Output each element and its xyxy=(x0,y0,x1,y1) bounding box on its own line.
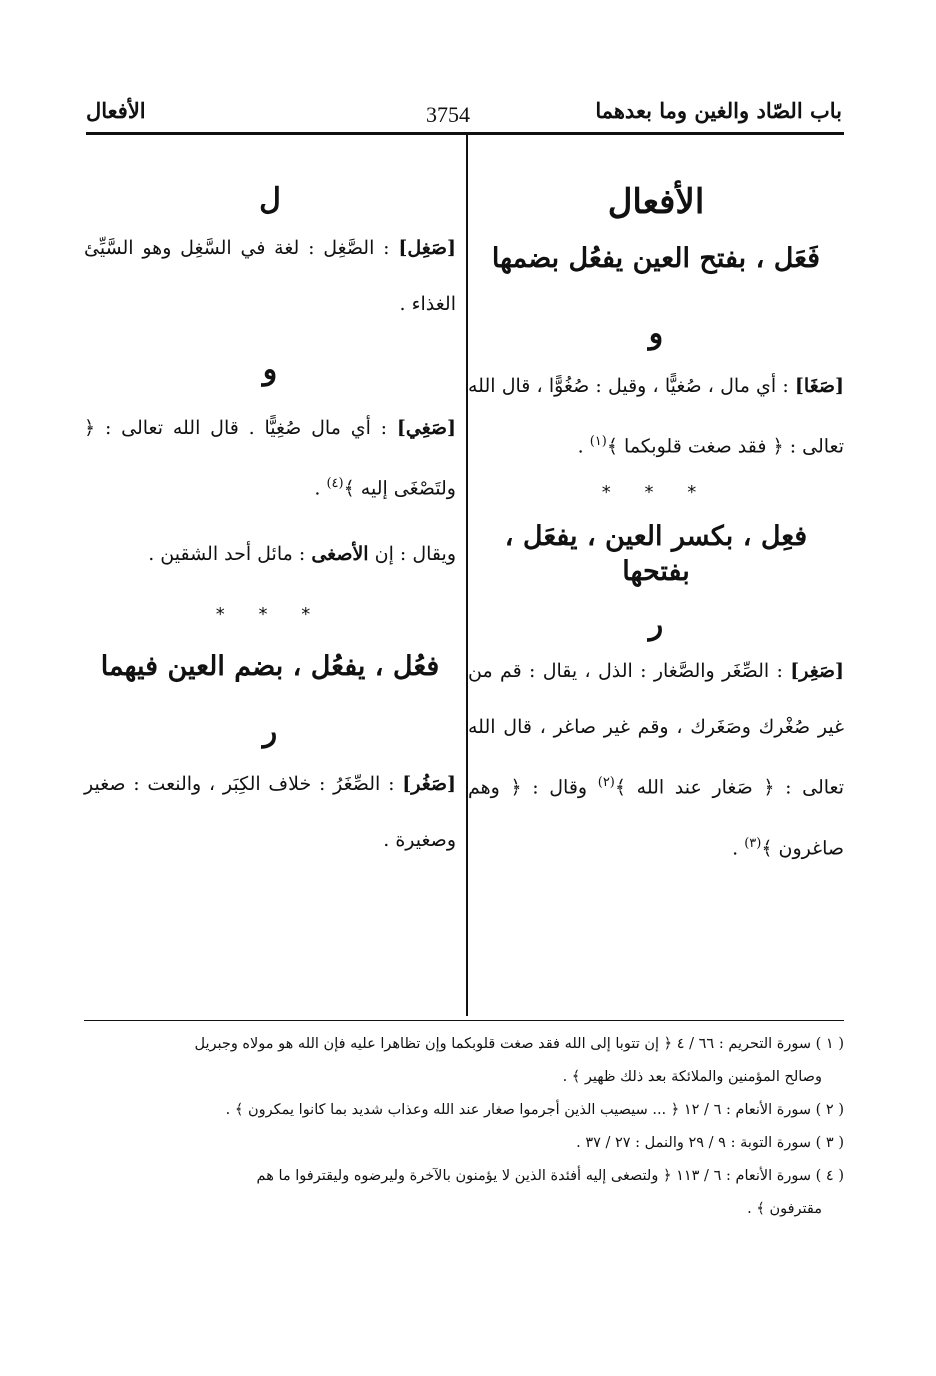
entry-term: الأصغى xyxy=(311,543,369,566)
dictionary-entry xyxy=(468,358,844,474)
root-letter: ر xyxy=(648,607,664,643)
footnote-text: ( ٣ ) سورة التوبة : ٩ / ٢٩ والنمل : ٢٧ / ٣٧ . xyxy=(576,1135,844,1151)
root-letter: و xyxy=(648,315,664,351)
entry-term: [صَغَا] xyxy=(794,374,844,397)
pattern-heading: فَعَل ، بفتح العين يفعُل بضمها xyxy=(491,242,821,274)
root-letter: و xyxy=(262,352,278,387)
footnote-text: ( ٤ ) سورة الأنعام : ٦ / ١١٣ ﴿ ولتصغى إليه أفئدة الذين لا يؤمنون بالآخرة وليرضوه وليقترفوا ما هم xyxy=(256,1168,844,1184)
footnote xyxy=(86,1160,844,1226)
entry-text: وقال : ﴿ وهم صاغرون ﴾ xyxy=(468,776,844,860)
dictionary-entry xyxy=(468,643,844,876)
pattern-heading: فعِل ، بكسر العين ، يفعَل ، بفتحها xyxy=(504,521,808,588)
section-title: الأفعال xyxy=(86,98,146,123)
footnote xyxy=(86,1127,844,1160)
entry-text: : الصِّغَرُ : خلاف الكِبَر ، والنعت : صغير وصغيرة . xyxy=(84,773,456,852)
entry-end: . xyxy=(732,837,745,860)
entry-term: [صَغِر] xyxy=(790,660,844,683)
chapter-title: باب الصّاد والغين وما بعدهما xyxy=(595,98,842,123)
footnotes xyxy=(86,1028,844,1226)
footnote-ref: (٣) xyxy=(744,835,762,851)
footnote-ref: (٢) xyxy=(597,775,615,791)
entry-term: [صَغِل] xyxy=(398,237,456,259)
footnote-ref: (١) xyxy=(589,433,607,449)
footnote xyxy=(86,1094,844,1127)
entry-text: : أي مال صُغِيًّا . قال الله تعالى : ﴿ ولتَصْغَى إليه ﴾ xyxy=(84,417,456,500)
footnote-text: ( ٢ ) سورة الأنعام : ٦ / ١٢ ﴿ ... سيصيب الذين أجرموا صغار عند الله وعذاب شديد بما كانوا يمكرون ﴾ . xyxy=(225,1102,844,1118)
entry-term: [صَغُر] xyxy=(402,773,456,796)
dictionary-entry xyxy=(84,400,456,516)
entry-term: [صَغِي] xyxy=(396,417,456,439)
entry-text: : الصَّغِل : لغة في السَّغِل وهو السَّيِّئ الغذاء . xyxy=(84,237,456,315)
footnote xyxy=(86,1028,844,1094)
section-separator: * * * xyxy=(601,482,711,504)
pattern-heading: فعُل ، يفعُل ، بضم العين فيهما xyxy=(100,651,440,683)
entry-text: : الصِّغَر والصَّغار : الذل ، يقال : قم من غير صُغْرك وصَغَرك ، وقم غير صاغر ، قال الله تعالى : ﴿ صَغار عند الله ﴾ xyxy=(468,660,845,799)
footnote-continuation: وصالح المؤمنين والملائكة بعد ذلك ظهير ﴾ . xyxy=(562,1069,822,1085)
footnote-rule xyxy=(84,1020,844,1021)
root-letter: ر xyxy=(262,714,278,750)
left-column xyxy=(84,140,456,868)
entry-text: ويقال : إن xyxy=(368,543,456,566)
footnote-continuation: مقترفون ﴾ . xyxy=(747,1201,822,1217)
entry-text: : مائل أحد الشقين . xyxy=(148,543,306,566)
section-separator: * * * xyxy=(215,604,325,626)
page-number: 3754 xyxy=(426,102,470,127)
entry-end: . xyxy=(314,477,327,500)
main-heading: الأفعال xyxy=(607,182,705,222)
footnote-ref: (٤) xyxy=(326,476,344,491)
dictionary-entry xyxy=(84,526,456,582)
entry-text: : أي مال ، صُغيًّا ، وقيل : صُغُوًّا ، قال الله تعالى : ﴿ فقد صغت قلوبكما ﴾ xyxy=(468,374,844,458)
right-column xyxy=(468,140,844,876)
dictionary-entry xyxy=(84,756,456,868)
entry-end: . xyxy=(577,435,590,458)
header-rule xyxy=(86,132,844,135)
footnote-text: ( ١ ) سورة التحريم : ٦٦ / ٤ ﴿ إن تتوبا إلى الله فقد صغت قلوبكما وإن تظاهرا عليه فإن الله هو مولاه وجبريل xyxy=(194,1036,844,1052)
dictionary-entry xyxy=(84,220,456,332)
root-letter: ل xyxy=(259,182,281,217)
